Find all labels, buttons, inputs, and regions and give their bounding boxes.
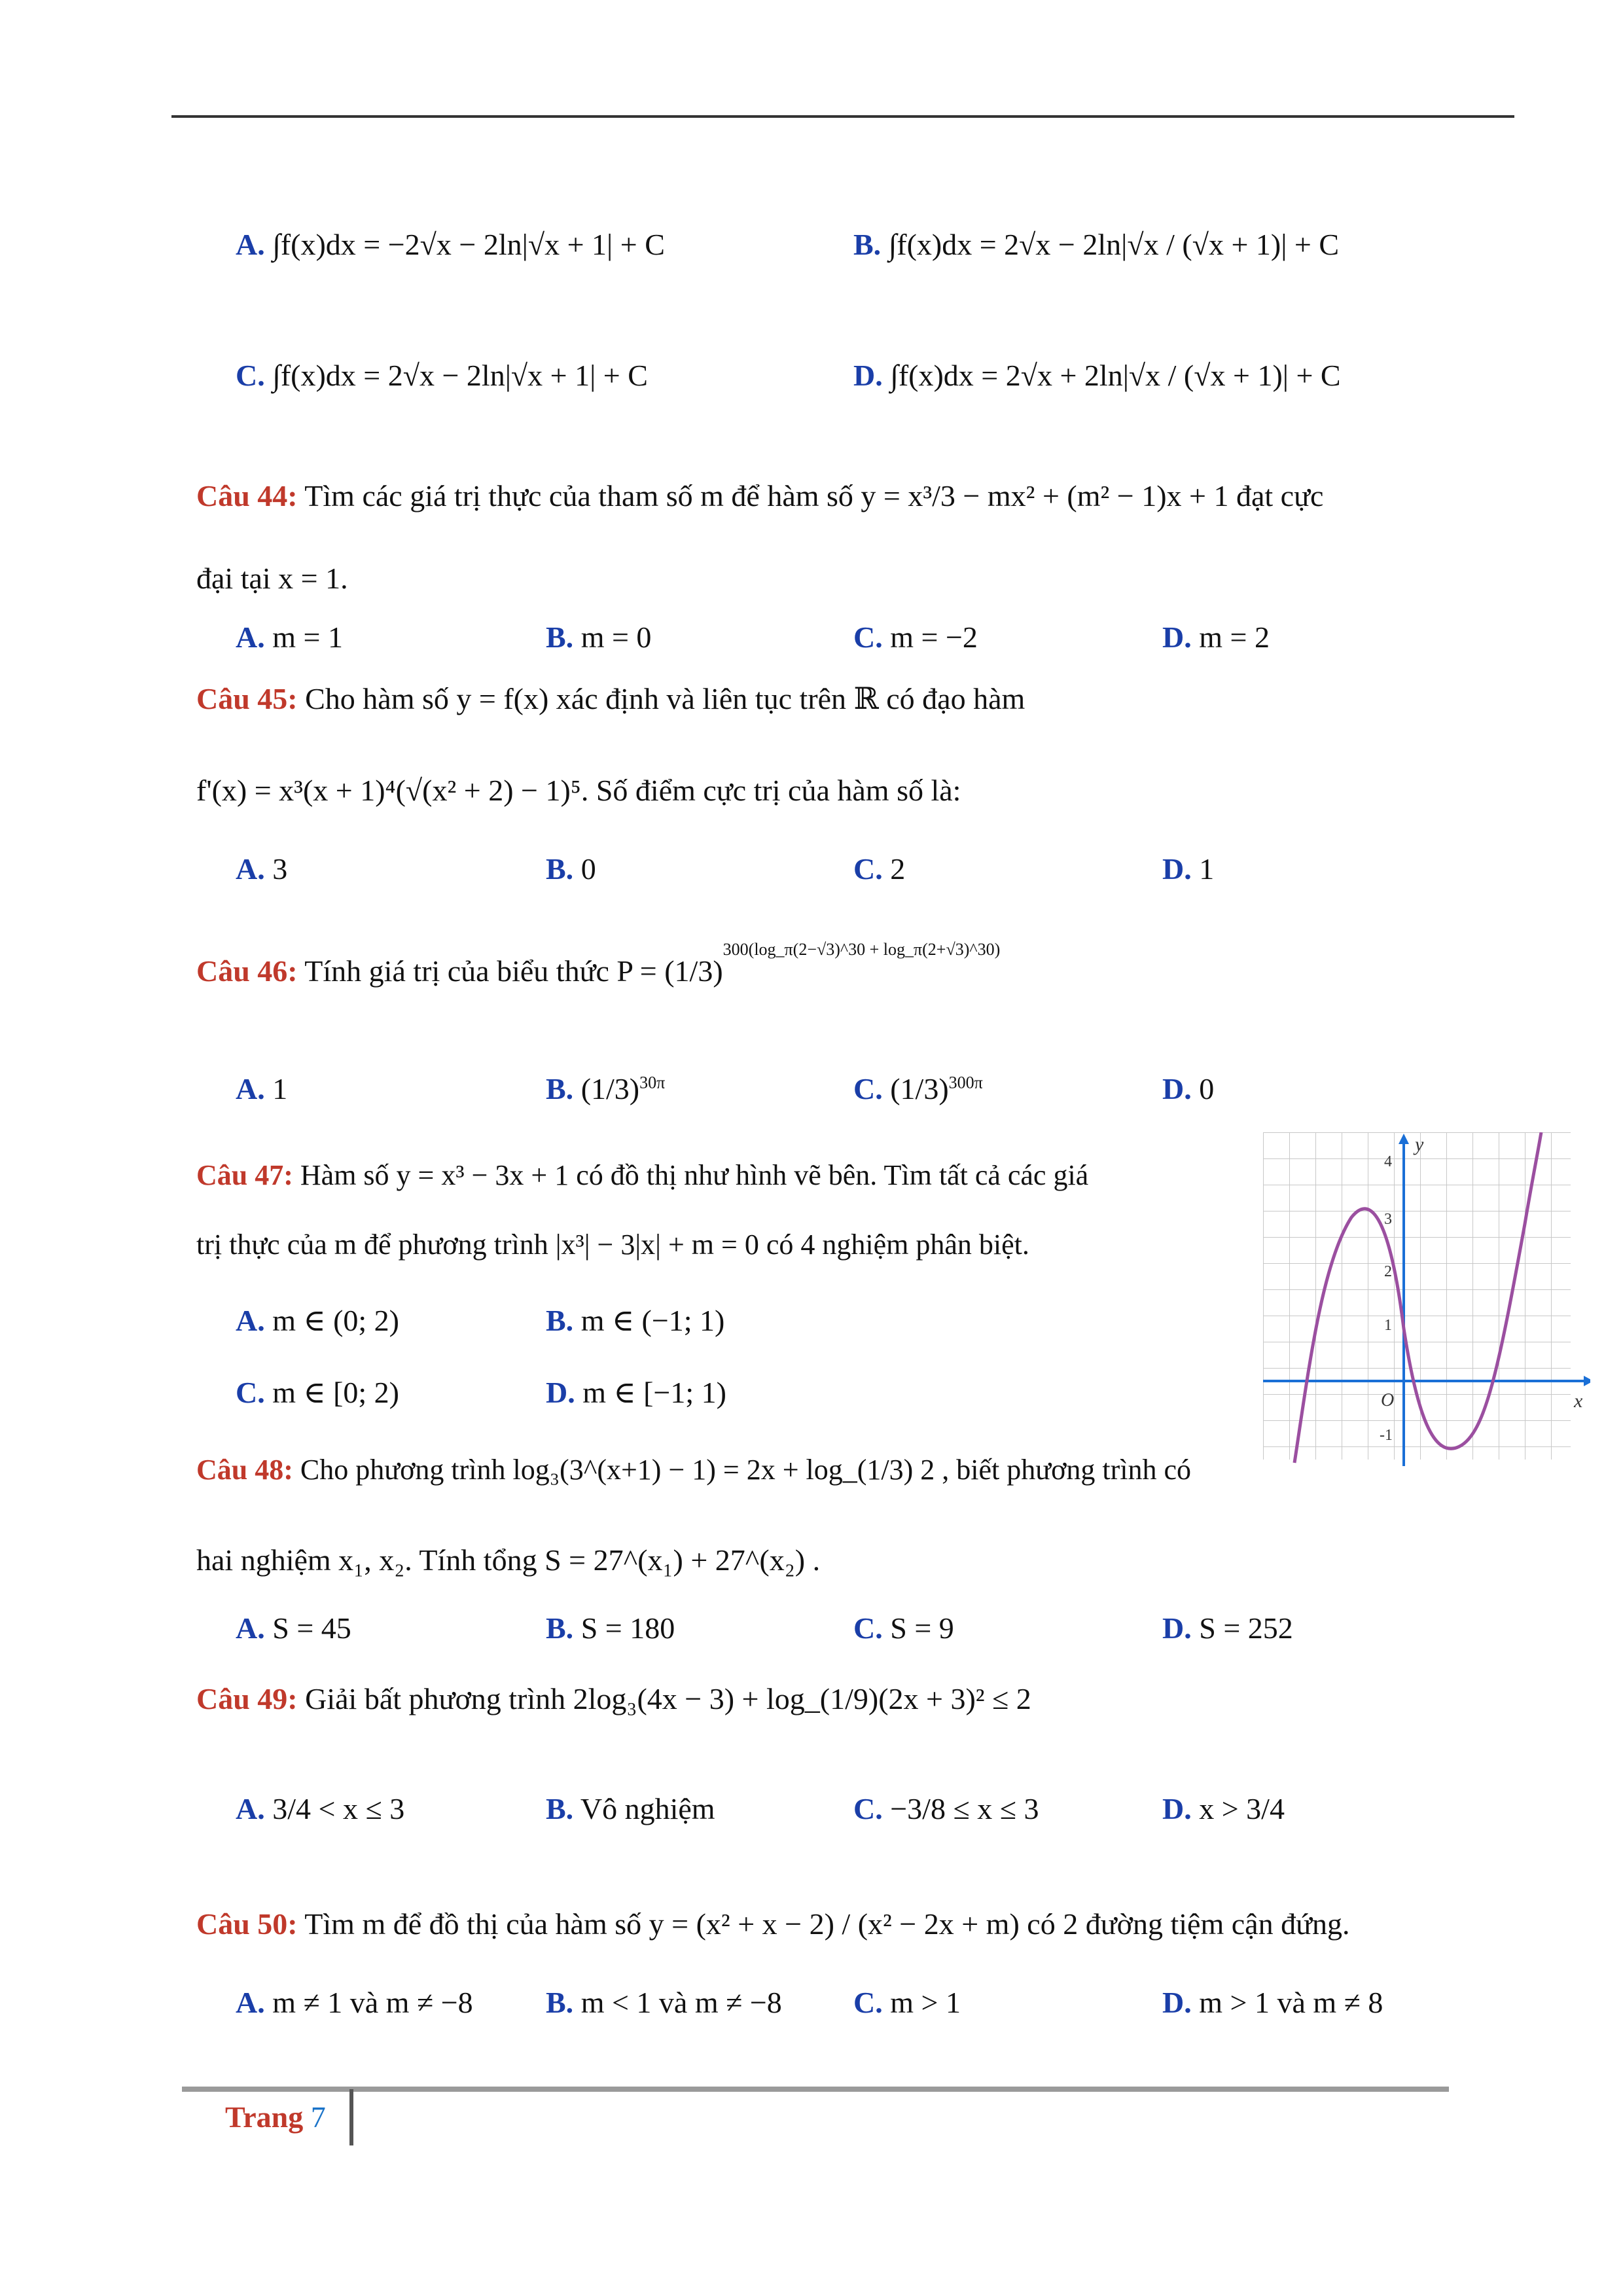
- option-text: m ∈ (−1; 1): [580, 1304, 725, 1337]
- y-tick-label: 2: [1384, 1263, 1392, 1280]
- option-text: m = 2: [1199, 620, 1270, 654]
- page-number: 7: [310, 2100, 326, 2134]
- x-axis-label: x: [1574, 1390, 1583, 1412]
- q45-option-a: [236, 851, 287, 887]
- option-label: D.: [1162, 1986, 1192, 2019]
- q45-option-b: [546, 851, 596, 887]
- question-formula: y = (x² + x − 2) / (x² − 2x + m): [649, 1907, 1020, 1941]
- question-label: Câu 44:: [196, 479, 298, 512]
- option-text: 0: [1199, 1072, 1215, 1105]
- q45-option-c: [853, 851, 905, 887]
- question-text: Tìm các giá trị thực của tham số m để hàm số: [304, 479, 853, 512]
- option-text: 2: [890, 852, 906, 886]
- question-label: Câu 46:: [196, 954, 298, 988]
- q50-stem: [196, 1906, 1350, 1942]
- option-text: 1: [1199, 852, 1215, 886]
- option-label: D.: [1162, 1072, 1192, 1105]
- option-text: m ∈ (0; 2): [272, 1304, 399, 1337]
- question-text: Giải bất phương trình 2log₃(4x − 3) + log_(1/9)(2x + 3)² ≤ 2: [305, 1682, 1031, 1715]
- option-text: S = 180: [580, 1611, 675, 1645]
- option-text: ∫f(x)dx = 2√x − 2ln|√x + 1| + C: [272, 359, 648, 392]
- option-label: B.: [546, 852, 574, 886]
- question-text-tail: đạt cực: [1236, 479, 1324, 512]
- option-label: C.: [853, 852, 883, 886]
- footer-rule: [182, 2087, 1449, 2092]
- q49-option-a: [236, 1791, 404, 1827]
- y-tick-label: 3: [1384, 1211, 1392, 1228]
- option-text: S = 45: [272, 1611, 351, 1645]
- q46-option-a: [236, 1071, 287, 1107]
- question-formula: f'(x) = x³(x + 1)⁴(√(x² + 2) − 1)⁵: [196, 774, 581, 807]
- option-text: m > 1 và m ≠ 8: [1199, 1986, 1383, 2019]
- question-text: Hàm số y = x³ − 3x + 1 có đồ thị như hình vẽ bên. Tìm tất cả các giá: [300, 1159, 1089, 1191]
- y-tick-label: 1: [1384, 1317, 1392, 1334]
- q45-stem: [196, 681, 1025, 717]
- q50-option-a: [236, 1984, 473, 2020]
- q44-option-d: [1162, 619, 1270, 655]
- option-text: ∫f(x)dx = 2√x − 2ln|√x / (√x + 1)| + C: [888, 228, 1340, 261]
- q46-option-d: [1162, 1071, 1214, 1107]
- graph-grid: [1263, 1132, 1571, 1460]
- option-text: m = 0: [580, 620, 652, 654]
- q48-option-a: [236, 1610, 351, 1646]
- option-text: (1/3): [580, 1072, 640, 1105]
- q44-stem-line2: [196, 560, 348, 596]
- y-tick-label: 4: [1384, 1153, 1392, 1170]
- option-text: S = 252: [1199, 1611, 1293, 1645]
- option-label: D.: [1162, 1792, 1192, 1825]
- q47-option-a: [236, 1302, 399, 1338]
- option-text: 1: [272, 1072, 288, 1105]
- q47-option-b: [546, 1302, 724, 1338]
- question-text: Cho phương trình log₃(3^(x+1) − 1) = 2x + log_(1/3) 2 , biết phương trình có: [300, 1454, 1192, 1486]
- option-label: D.: [1162, 1611, 1192, 1645]
- x-axis-arrow-icon: [1584, 1376, 1590, 1386]
- question-text: Tính giá trị của biểu thức: [304, 954, 609, 988]
- q46-option-b: [546, 1071, 665, 1107]
- option-text: −3/8 ≤ x ≤ 3: [890, 1792, 1039, 1825]
- option-label: C.: [853, 1986, 883, 2019]
- q44-option-a: [236, 619, 343, 655]
- q47-stem-line2: [196, 1228, 1029, 1263]
- option-text: m = −2: [890, 620, 978, 654]
- option-text: ∫f(x)dx = −2√x − 2ln|√x + 1| + C: [272, 228, 665, 261]
- q46-option-c: [853, 1071, 983, 1107]
- origin-label: O: [1381, 1390, 1395, 1410]
- option-text: m > 1: [890, 1986, 961, 2019]
- option-label: D.: [1162, 852, 1192, 886]
- q47-option-d: [546, 1374, 726, 1410]
- page-footer: [225, 2100, 326, 2134]
- question-label: Câu 47:: [196, 1159, 293, 1191]
- option-label: A.: [236, 1072, 265, 1105]
- option-label: B.: [546, 1986, 574, 2019]
- option-text: 3: [272, 852, 288, 886]
- q44-stem: [196, 478, 1323, 514]
- q50-option-d: [1162, 1984, 1383, 2020]
- q49-option-c: [853, 1791, 1039, 1827]
- question-text: đại tại x = 1.: [196, 562, 348, 595]
- q43-option-c: [236, 357, 648, 393]
- option-label: A.: [236, 1611, 265, 1645]
- q50-option-b: [546, 1984, 782, 2020]
- q44-option-c: [853, 619, 978, 655]
- option-label: A.: [236, 1304, 265, 1337]
- question-text-tail: . Số điểm cực trị của hàm số là:: [580, 774, 961, 807]
- question-text: hai nghiệm x₁, x₂. Tính tổng S = 27^(x₁) + 27^(x₂) .: [196, 1543, 821, 1577]
- q48-option-d: [1162, 1610, 1293, 1646]
- q43-option-b: [853, 226, 1339, 262]
- question-label: Câu 49:: [196, 1682, 298, 1715]
- option-text: x > 3/4: [1199, 1792, 1285, 1825]
- question-label: Câu 50:: [196, 1907, 298, 1941]
- q45-stem-line2: [196, 772, 961, 808]
- q44-option-b: [546, 619, 651, 655]
- q50-option-c: [853, 1984, 961, 2020]
- option-text: S = 9: [890, 1611, 954, 1645]
- q45-option-d: [1162, 851, 1214, 887]
- question-text: Cho hàm số y = f(x) xác định và liên tục trên ℝ có đạo hàm: [305, 682, 1026, 715]
- option-label: A.: [236, 1792, 265, 1825]
- question-text: Tìm m để đồ thị của hàm số: [304, 1907, 642, 1941]
- q47-stem: [196, 1158, 1088, 1193]
- option-text: m < 1 và m ≠ −8: [580, 1986, 782, 2019]
- option-exponent: 300π: [948, 1073, 983, 1092]
- question-label: Câu 48:: [196, 1454, 293, 1486]
- y-tick-label: -1: [1380, 1427, 1393, 1444]
- question-text-tail: có 2 đường tiệm cận đứng.: [1027, 1907, 1350, 1941]
- q48-stem-line2: [196, 1542, 820, 1578]
- option-text: m ∈ [−1; 1): [582, 1376, 726, 1409]
- option-exponent: 30π: [639, 1073, 666, 1092]
- q43-option-a: [236, 226, 665, 262]
- question-formula-exponent: 300(log_π(2−√3)^30 + log_π(2+√3)^30): [722, 939, 1001, 959]
- option-label: D.: [853, 359, 883, 392]
- option-label: D.: [546, 1376, 575, 1409]
- q43-option-d: [853, 357, 1341, 393]
- option-text: m ∈ [0; 2): [272, 1376, 399, 1409]
- question-label: Câu 45:: [196, 682, 298, 715]
- option-label: A.: [236, 228, 265, 261]
- option-text: 0: [580, 852, 596, 886]
- header-rule: [171, 115, 1514, 118]
- option-label: C.: [853, 620, 883, 654]
- option-label: D.: [1162, 620, 1192, 654]
- option-label: B.: [546, 1304, 574, 1337]
- q47-option-c: [236, 1374, 399, 1410]
- option-label: B.: [546, 1072, 574, 1105]
- y-axis-label: y: [1415, 1134, 1424, 1155]
- q48-option-b: [546, 1610, 675, 1646]
- option-text: Vô nghiệm: [580, 1792, 715, 1825]
- q49-stem: [196, 1681, 1031, 1717]
- option-text: 3/4 < x ≤ 3: [272, 1792, 405, 1825]
- option-label: B.: [546, 1611, 574, 1645]
- option-text: m = 1: [272, 620, 343, 654]
- option-label: B.: [853, 228, 882, 261]
- question-text: trị thực của m để phương trình |x³| − 3|x| + m = 0 có 4 nghiệm phân biệt.: [196, 1229, 1029, 1261]
- question-formula: y = x³/3 − mx² + (m² − 1)x + 1: [861, 479, 1229, 512]
- footer-divider: [349, 2089, 353, 2145]
- q48-stem: [196, 1453, 1191, 1488]
- question-formula-base: P = (1/3): [616, 954, 723, 988]
- option-label: A.: [236, 852, 265, 886]
- option-label: B.: [546, 1792, 574, 1825]
- option-label: B.: [546, 620, 574, 654]
- option-label: C.: [236, 359, 265, 392]
- option-label: C.: [853, 1611, 883, 1645]
- q48-option-c: [853, 1610, 954, 1646]
- page-label: Trang: [225, 2100, 304, 2134]
- option-label: A.: [236, 620, 265, 654]
- option-text: (1/3): [890, 1072, 949, 1105]
- option-label: A.: [236, 1986, 265, 2019]
- option-label: C.: [853, 1792, 883, 1825]
- option-label: C.: [236, 1376, 265, 1409]
- option-label: C.: [853, 1072, 883, 1105]
- cubic-graph: [1263, 1132, 1590, 1479]
- q49-option-b: [546, 1791, 715, 1827]
- q49-option-d: [1162, 1791, 1285, 1827]
- option-text: ∫f(x)dx = 2√x + 2ln|√x / (√x + 1)| + C: [890, 359, 1341, 392]
- option-text: m ≠ 1 và m ≠ −8: [272, 1986, 473, 2019]
